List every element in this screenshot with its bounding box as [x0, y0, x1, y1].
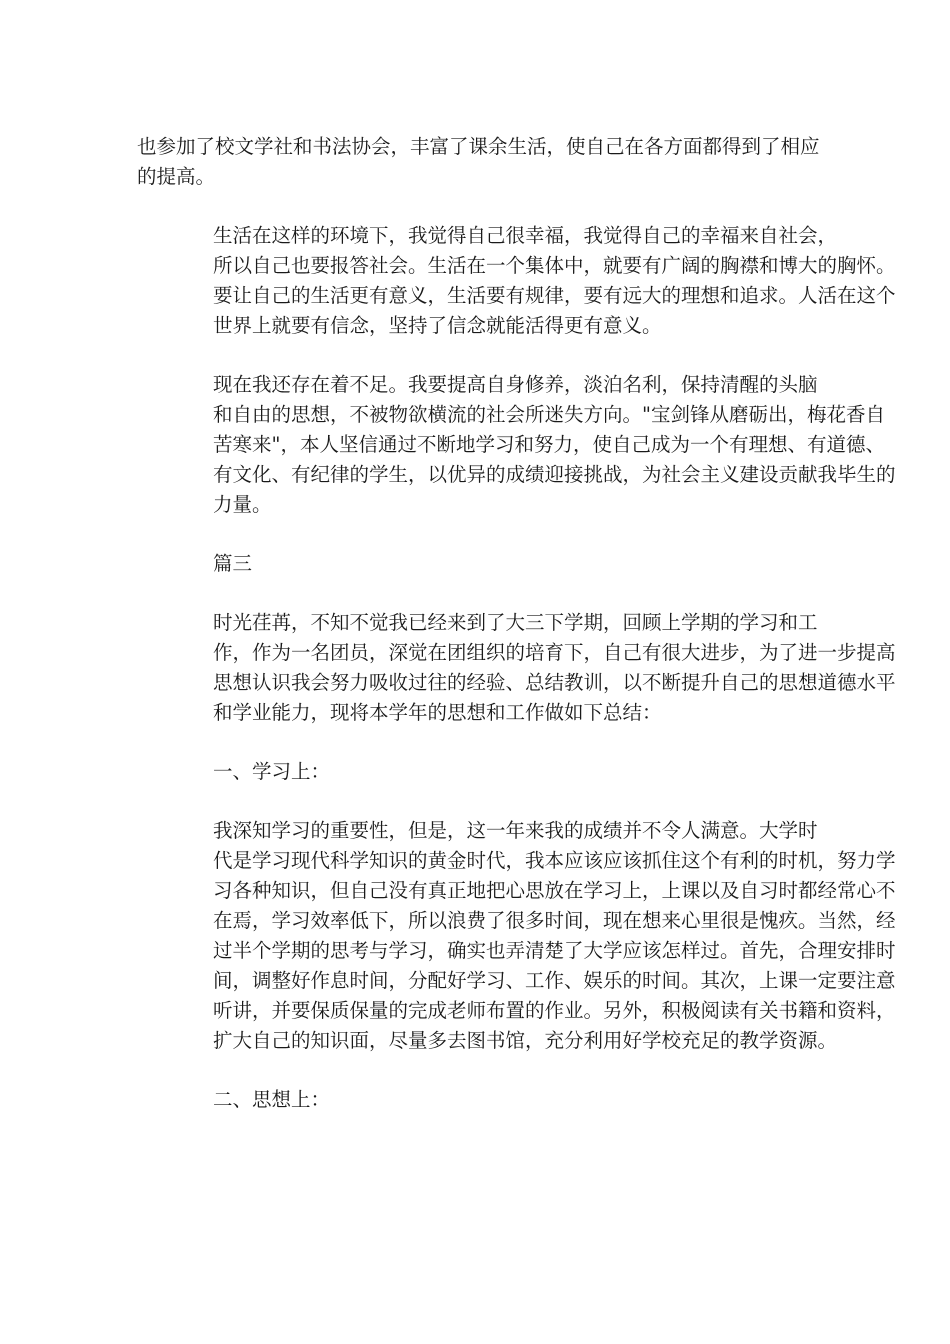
text-line: 世界上就要有信念，坚持了信念就能活得更有意义。 [213, 314, 662, 337]
paragraph-intro [137, 608, 896, 728]
text-line: 要让自己的生活更有意义，生活要有规律，要有远大的理想和追求。人活在这个 [213, 284, 896, 307]
paragraph-study [137, 816, 896, 1056]
text-line: 苦寒来"，本人坚信通过不断地学习和努力，使自己成为一个有理想、有道德、 [213, 433, 885, 456]
text-line: 时光荏苒，不知不觉我已经来到了大三下学期，回顾上学期的学习和工 [213, 611, 818, 634]
section-heading-part-three [137, 549, 817, 579]
text-line: 所以自己也要报答社会。生活在一个集体中，就要有广阔的胸襟和博大的胸怀。 [213, 254, 896, 277]
text-line: 扩大自己的知识面，尽量多去图书馆，充分利用好学校充足的教学资源。 [213, 1029, 838, 1052]
text-line: 有文化、有纪律的学生，以优异的成绩迎接挑战，为社会主义建设贡献我毕生的 [213, 463, 896, 486]
text-line: 和学业能力，现将本学年的思想和工作做如下总结： [213, 701, 662, 724]
text-line: 间，调整好作息时间，分配好学习、工作、娱乐的时间。其次，上课一定要注意 [213, 969, 896, 992]
text-line: 现在我还存在着不足。我要提高自身修养，淡泊名利，保持清醒的头脑 [213, 373, 818, 396]
document-page [137, 132, 896, 1144]
paragraph-happiness [137, 221, 896, 341]
text-line: 和自由的思想，不被物欲横流的社会所迷失方向。"宝剑锋从磨砺出，梅花香自 [213, 403, 885, 426]
paragraph-shortcomings [137, 370, 896, 520]
text-line: 也参加了校文学社和书法协会，丰富了课余生活，使自己在各方面都得到了相应 [137, 135, 820, 158]
subheading-thought [137, 1085, 817, 1115]
text-line: 习各种知识，但自己没有真正地把心思放在学习上，上课以及自习时都经常心不 [213, 879, 896, 902]
text-line: 作，作为一名团员，深觉在团组织的培育下，自己有很大进步，为了进一步提高 [213, 641, 896, 664]
text-line: 听讲，并要保质保量的完成老师布置的作业。另外，积极阅读有关书籍和资料， [213, 999, 896, 1022]
text-line: 二、思想上： [213, 1088, 331, 1111]
text-line: 篇三 [213, 552, 253, 575]
text-line: 过半个学期的思考与学习，确实也弄清楚了大学应该怎样过。首先，合理安排时 [213, 939, 896, 962]
text-line: 生活在这样的环境下，我觉得自己很幸福，我觉得自己的幸福来自社会， [213, 224, 838, 247]
text-line: 在焉，学习效率低下，所以浪费了很多时间，现在想来心里很是愧疚。当然，经 [213, 909, 896, 932]
text-line: 的提高。 [137, 165, 216, 188]
paragraph-activities [137, 132, 820, 192]
subheading-study [137, 757, 817, 787]
text-line: 我深知学习的重要性，但是，这一年来我的成绩并不令人满意。大学时 [213, 819, 818, 842]
text-line: 代是学习现代科学知识的黄金时代，我本应该应该抓住这个有利的时机，努力学 [213, 849, 896, 872]
text-line: 思想认识我会努力吸收过往的经验、总结教训，以不断提升自己的思想道德水平 [213, 671, 896, 694]
text-line: 一、学习上： [213, 760, 331, 783]
text-line: 力量。 [213, 493, 272, 516]
